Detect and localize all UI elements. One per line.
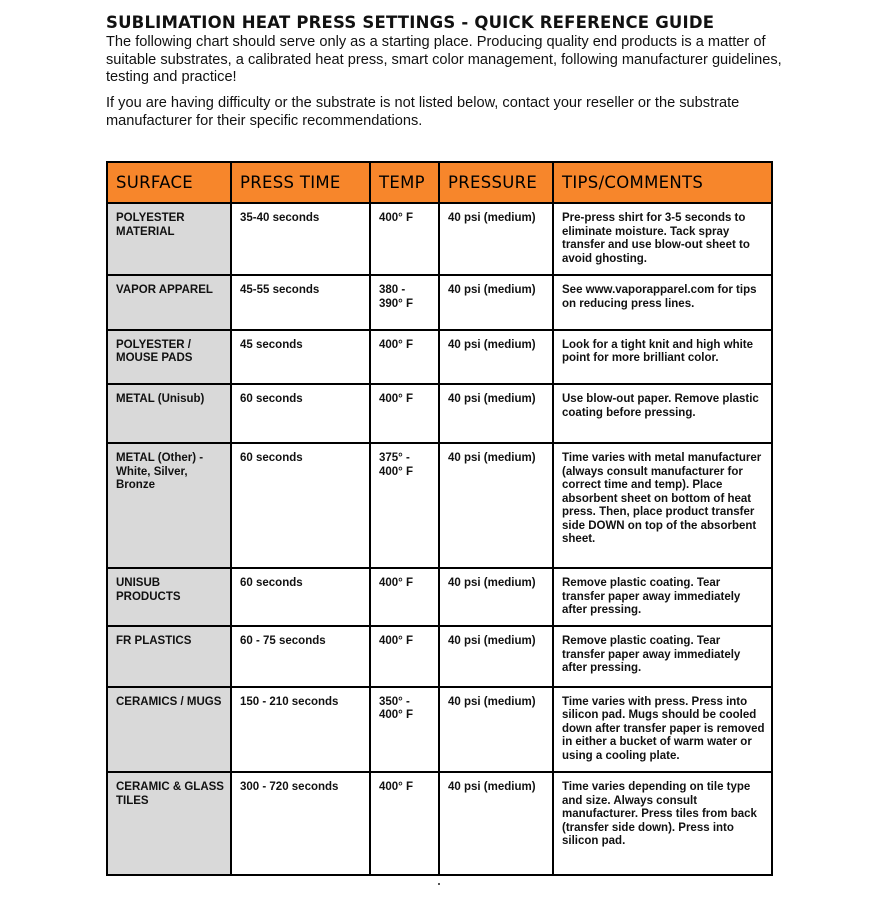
pressure-cell: 40 psi (medium) [439, 772, 553, 875]
table-row [107, 568, 772, 626]
page-title: SUBLIMATION HEAT PRESS SETTINGS - QUICK REFERENCE GUIDE [106, 13, 715, 32]
press-time-cell: 60 seconds [231, 443, 370, 568]
surface-cell: CERAMIC & GLASS TILES [107, 772, 231, 875]
temp-cell: 400° F [370, 772, 439, 875]
table-row [107, 626, 772, 686]
surface-cell: VAPOR APPAREL [107, 275, 231, 329]
pressure-cell: 40 psi (medium) [439, 275, 553, 329]
table-row [107, 275, 772, 329]
press-time-cell: 60 - 75 seconds [231, 626, 370, 686]
surface-cell: UNISUB PRODUCTS [107, 568, 231, 626]
press-time-cell: 300 - 720 seconds [231, 772, 370, 875]
table-header-row [107, 162, 772, 203]
table-row [107, 772, 772, 875]
press-time-cell: 60 seconds [231, 384, 370, 443]
temp-cell: 400° F [370, 568, 439, 626]
intro-paragraph: The following chart should serve only as a starting place. Producing quality end products is a matter of suitable substrates, a calibrated heat press, smart color management, following manufacturer guidelines, testing and practice! [106, 34, 782, 86]
tips-cell: Time varies with metal manufacturer (always consult manufacturer for correct time and temp). Place absorbent sheet on bottom of heat press. Then, place product transfer side DOWN on top of the absorbent sheet. [553, 443, 772, 568]
temp-cell: 400° F [370, 203, 439, 275]
temp-cell: 400° F [370, 626, 439, 686]
surface-cell: POLYESTER MATERIAL [107, 203, 231, 275]
surface-cell: POLYESTER / MOUSE PADS [107, 330, 231, 384]
temp-cell: 375° - 400° F [370, 443, 439, 568]
press-time-cell: 45 seconds [231, 330, 370, 384]
temp-cell: 400° F [370, 384, 439, 443]
pressure-cell: 40 psi (medium) [439, 687, 553, 773]
press-time-cell: 150 - 210 seconds [231, 687, 370, 773]
table-row [107, 203, 772, 275]
tips-cell: Time varies depending on tile type and size. Always consult manufacturer. Press tiles from back (transfer side down). Press into silicon pad. [553, 772, 772, 875]
press-time-cell: 45-55 seconds [231, 275, 370, 329]
surface-cell: METAL (Other) - White, Silver, Bronze [107, 443, 231, 568]
tips-cell: Remove plastic coating. Tear transfer paper away immediately after pressing. [553, 626, 772, 686]
tips-cell: See www.vaporapparel.com for tips on reducing press lines. [553, 275, 772, 329]
header-surface: SURFACE [107, 162, 231, 203]
tips-cell: Use blow-out paper. Remove plastic coating before pressing. [553, 384, 772, 443]
pressure-cell: 40 psi (medium) [439, 384, 553, 443]
press-time-cell: 35-40 seconds [231, 203, 370, 275]
pressure-cell: 40 psi (medium) [439, 443, 553, 568]
surface-cell: FR PLASTICS [107, 626, 231, 686]
table-row [107, 443, 772, 568]
header-press-time: PRESS TIME [231, 162, 370, 203]
table-row [107, 687, 772, 773]
table-row [107, 384, 772, 443]
tips-cell: Remove plastic coating. Tear transfer paper away immediately after pressing. [553, 568, 772, 626]
heat-press-settings-table [106, 161, 773, 876]
press-time-cell: 60 seconds [231, 568, 370, 626]
tips-cell: Time varies with press. Press into silicon pad. Mugs should be cooled down after transfer paper is removed in either a bucket of warm water or using a cooling plate. [553, 687, 772, 773]
header-pressure: PRESSURE [439, 162, 553, 203]
pressure-cell: 40 psi (medium) [439, 203, 553, 275]
surface-cell: CERAMICS / MUGS [107, 687, 231, 773]
surface-cell: METAL (Unisub) [107, 384, 231, 443]
contact-paragraph: If you are having difficulty or the substrate is not listed below, contact your reseller or the substrate manufacturer for their specific recommendations. [106, 95, 740, 129]
header-temp: TEMP [370, 162, 439, 203]
header-tips: TIPS/COMMENTS [553, 162, 772, 203]
temp-cell: 350° - 400° F [370, 687, 439, 773]
temp-cell: 380 - 390° F [370, 275, 439, 329]
pressure-cell: 40 psi (medium) [439, 626, 553, 686]
tips-cell: Pre-press shirt for 3-5 seconds to eliminate moisture. Tack spray transfer and use blow-out sheet to avoid ghosting. [553, 203, 772, 275]
pressure-cell: 40 psi (medium) [439, 330, 553, 384]
page-mark [438, 883, 440, 885]
table-row [107, 330, 772, 384]
pressure-cell: 40 psi (medium) [439, 568, 553, 626]
temp-cell: 400° F [370, 330, 439, 384]
tips-cell: Look for a tight knit and high white point for more brilliant color. [553, 330, 772, 384]
